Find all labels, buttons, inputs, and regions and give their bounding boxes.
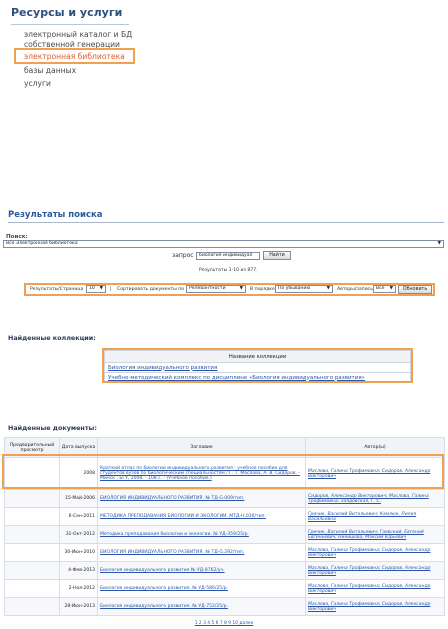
title-header: Заглавие (98, 438, 306, 458)
chevron-down-icon: ▼ (99, 286, 103, 291)
collections-header: Название коллекции (105, 351, 411, 363)
title-link[interactable]: БИОЛОГИЯ ИНДИВИДУАЛЬНОГО РАЗВИТИЯ. № ТД-G.292/тип. (98, 544, 306, 562)
chevron-down-icon: ▼ (326, 286, 330, 291)
date-cell: 4-Фев-2013 (60, 562, 98, 580)
authors-link[interactable]: Маслова, Галина Трофимовна; Сидоров, Александр Викторович (306, 544, 445, 562)
order-label: В порядке (250, 287, 275, 292)
date-cell: 31-Окт-2012 (60, 526, 98, 544)
title-link[interactable]: Краткий атлас по биологии индивидуального развития : учебное пособие для студентов вузов по биологическим специальностям / Г. Т. Маслова, А. В. Сидоров. - Минск : БГУ, 2008. - 108 с. - (Учебное пособие.) (98, 458, 306, 490)
results-divider (8, 222, 444, 223)
query-input[interactable] (196, 252, 260, 260)
table-row (5, 562, 445, 580)
preview-cell (5, 598, 60, 616)
authors-header: Автор(ы) (306, 438, 445, 458)
table-row (5, 598, 445, 616)
table-row (5, 544, 445, 562)
preview-cell (5, 490, 60, 508)
chevron-down-icon: ▼ (239, 286, 243, 291)
sidebar-item-elibrary[interactable]: электронная библиотека (24, 52, 125, 61)
sidebar-divider (11, 24, 129, 25)
chevron-down-icon: ▼ (437, 241, 441, 246)
sort-label: Сортировать документы по (117, 287, 185, 292)
collections-highlight (102, 348, 413, 383)
search-label: Поиск: (6, 234, 28, 240)
authors-link[interactable]: Маслова, Галина Трофимовна; Сидоров, Александр Викторович (306, 598, 445, 616)
preview-cell (5, 526, 60, 544)
scope-select[interactable] (3, 240, 444, 248)
title-link[interactable]: МЕТОДИКА ПРЕПОДАВАНИЯ БИОЛОГИИ И ЭКОЛОГИИ. МТД-Н.030/тип. (98, 508, 306, 526)
results-range: Результаты 1-10 из 877. (199, 268, 258, 273)
scope-select-value: Все Электронная библиотека (6, 241, 78, 246)
date-cell: 6-Сен-2011 (60, 508, 98, 526)
date-cell: 28-Июн-2013 (60, 598, 98, 616)
pagination[interactable]: 1 2 3 4 5 6 7 8 9 10 далее (194, 621, 254, 626)
authors-link[interactable]: Гричик, Василий Витальевич; Камлюк, Лилия Васильевна (306, 508, 445, 526)
date-cell: 2008 (60, 458, 98, 490)
authors-link[interactable]: Маслова, Галина Трофимовна; Сидоров, Александр Викторович (306, 458, 445, 490)
title-link[interactable]: Биология индивидуального развития № УД-8762/уч. (98, 562, 306, 580)
preview-cell (5, 508, 60, 526)
sort-select[interactable] (186, 285, 246, 293)
authors-label: Авторы/запись (337, 287, 373, 292)
per-page-label: Результаты/Страница (30, 287, 84, 292)
preview-cell (5, 544, 60, 562)
preview-header: Предварительный просмотр (5, 438, 60, 458)
toolbar-separator: | (110, 287, 112, 292)
documents-heading: Найденные документы: (8, 424, 97, 432)
authors-link[interactable]: Сидоров, Александр Викторович; Маслова, Галина Трофимовна; Заядовская, Г. С. (306, 490, 445, 508)
authors-link[interactable]: Маслова, Галина Трофимовна; Сидоров, Александр Викторович (306, 580, 445, 598)
find-button[interactable]: Найти (263, 251, 291, 260)
sidebar-item-services[interactable]: услуги (24, 79, 51, 88)
order-select[interactable] (275, 285, 333, 293)
query-label: запрос (172, 252, 194, 259)
table-row (5, 508, 445, 526)
authors-value: Все (376, 286, 385, 291)
title-link[interactable]: Методика преподавания биологии и экологии. № УД-359/25/р. (98, 526, 306, 544)
preview-cell (5, 562, 60, 580)
preview-cell (5, 580, 60, 598)
title-link[interactable]: БИОЛОГИЯ ИНДИВИДУАЛЬНОГО РАЗВИТИЯ. № ТД-G.009/тип. (98, 490, 306, 508)
sidebar-title: Ресурсы и услуги (11, 6, 123, 19)
table-row (5, 580, 445, 598)
sidebar-item-databases[interactable]: базы данных (24, 66, 77, 75)
update-button[interactable]: Обновить (398, 285, 432, 294)
authors-link[interactable]: Маслова, Галина Трофимовна; Сидоров, Александр Викторович (306, 562, 445, 580)
collection-item[interactable]: Биология индивидуального развития (105, 363, 411, 373)
date-cell: 30-Июн-2010 (60, 544, 98, 562)
results-title: Результаты поиска (8, 210, 103, 220)
title-link[interactable]: Биология индивидуального развития. № УД-752/25/р. (98, 598, 306, 616)
date-cell: 15-Май-2006 (60, 490, 98, 508)
chevron-down-icon: ▼ (389, 286, 393, 291)
collection-item[interactable]: Учебно-методический комплекс по дисциплине «Биология индивидуального развития» (105, 373, 411, 383)
authors-select[interactable] (373, 285, 396, 293)
date-cell: 2-Ноя-2012 (60, 580, 98, 598)
title-link[interactable]: Биология индивидуального развития. № УД-586/25/р. (98, 580, 306, 598)
order-value: По убыванию (278, 286, 311, 291)
sort-value: Релевантности (189, 286, 226, 291)
query-input-value: биология индивидуал (199, 253, 253, 258)
per-page-select[interactable] (86, 285, 106, 293)
per-page-value: 10 (89, 286, 95, 291)
sidebar-item-catalog[interactable]: электронный каталог и БД собственной генерации (24, 30, 133, 49)
table-row (5, 526, 445, 544)
collections-heading: Найденные коллекции: (8, 334, 96, 342)
first-row-highlight (2, 454, 444, 489)
table-row (5, 490, 445, 508)
date-header: Дата выпуска (60, 438, 98, 458)
authors-link[interactable]: Гричик, Василий Витальевич; Гаевский, Евгений Евгеньевич; Никишова, Максим Юрьевич (306, 526, 445, 544)
